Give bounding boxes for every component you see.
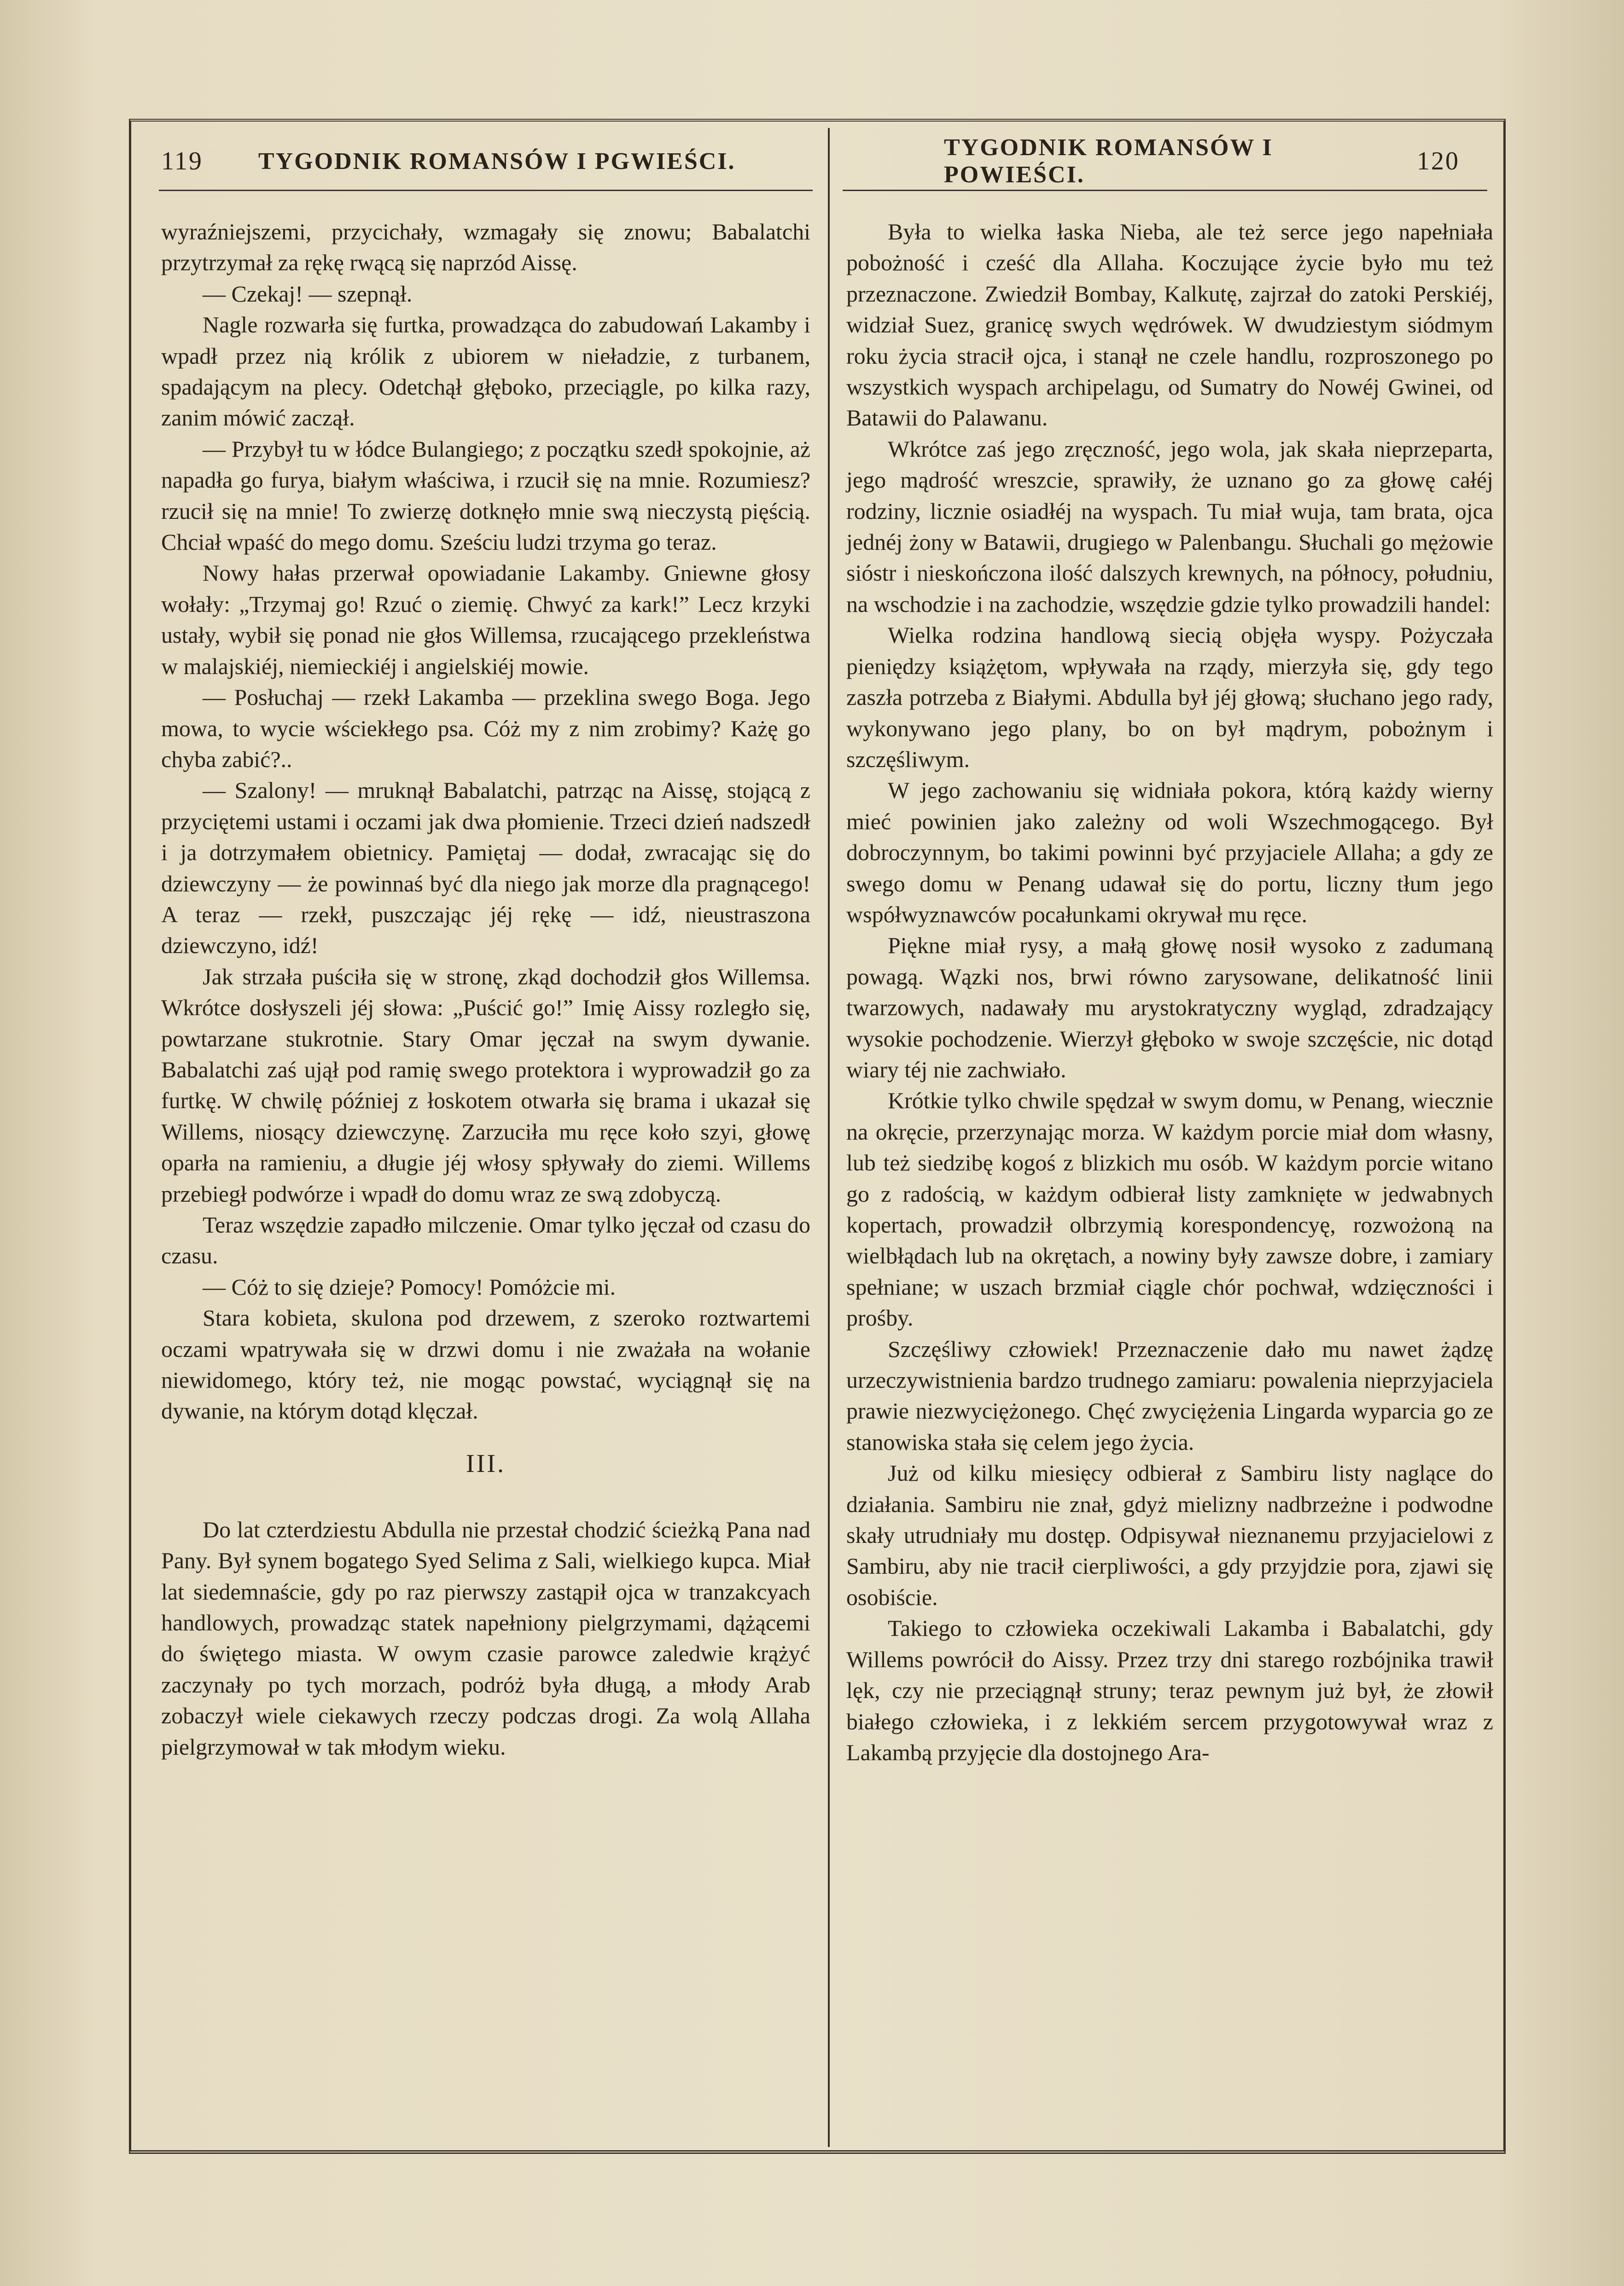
paragraph: — Szalony! — mruknął Babalatchi, patrząc na Aissę, stojącą z przyciętemi ustami i oczami jak dwa płomienie. Trzeci dzień nadszedł i ja dotrzymałem obietnicy. Pamiętaj — dodał, zwracając się do dziewczyny — że powinnaś być dla niego jak morze dla pragnącego! A teraz — rzekł, puszczając jéj rękę — idź, nieustraszona dziewczyno, idź! <box>161 777 810 959</box>
paragraph: wyraźniejszemi, przycichały, wzmagały się znowu; Babalatchi przytrzymał za rękę rwącą się naprzód Aissę. <box>161 219 810 276</box>
paragraph: — Cóż to się dzieje? Pomocy! Pomóżcie mi. <box>203 1274 616 1300</box>
paragraph: — Czekaj! — szepnął. <box>203 280 413 307</box>
paragraph: Do lat czterdziestu Abdulla nie przestał chodzić ścieżką Pana nad Pany. Był synem bogatego Syed Selima z Sali, wielkiego kupca. Miał lat siedemnaście, gdy po raz pierwszy zastąpił ojca w tranzakcyach handlowych, prowadząc statek napełniony pielgrzymami, dążącemi do świętego miasta. W owym czasie parowce zaledwie krążyć zaczynały po tych morzach, podróż była długą, a młody Arab zobaczył wiele ciekawych rzeczy podczas drogi. Za wolą Allaha pielgrzymował w tak młodym wieku. <box>161 1516 810 1760</box>
running-head-right <box>852 134 1487 188</box>
paragraph: Takiego to człowieka oczekiwali Lakamba i Babalatchi, gdy Willems powrócił do Aissy. Przez trzy dni starego rozbójnika trawił lęk, czy nie przeciągnął struny; teraz pewnym już był, że złowił białego człowieka, i z lekkiém sercem przygotowywał wraz z Lakambą przyjęcie dla dostojnego Ara- <box>846 1615 1493 1765</box>
column-divider <box>828 128 830 2147</box>
paragraph: Nagle rozwarła się furtka, prowadząca do zabudowań Lakamby i wpadł przez nią królik z ubiorem w nieładzie, z turbanem, spadającym na plecy. Odetchął głęboko, przeciągle, po kilka razy, zanim mówić zaczął. <box>161 312 810 431</box>
running-head-title-left: TYGODNIK ROMANSÓW I PGWIEŚCI. <box>258 148 736 175</box>
paragraph: Była to wielka łaska Nieba, ale też serce jego napełniała pobożność i cześć dla Allaha. Koczujące życie było mu też przeznaczone. Zwiedził Bombay, Kalkutę, zajrzał do zatoki Perskiéj, widział Suez, granicę swych wędrówek. W dwudziestym siódmym roku życia stracił ojca, i stanął ne czele handlu, rozproszonego po wszystkich wyspach archipelagu, od Sumatry do Nowéj Gwinei, od Batawii do Palawanu. <box>846 219 1493 431</box>
paragraph: Piękne miał rysy, a małą głowę nosił wysoko z zadumaną powagą. Wązki nos, brwi równo zarysowane, delikatność linii twarzowych, nadawały mu arystokratyczny wygląd, zdradzający wysokie pochodzenie. Wierzył głęboko w swoje szczęście, nic dotąd wiary téj nie zachwiało. <box>846 932 1493 1082</box>
paragraph: Wielka rodzina handlową siecią objęła wyspy. Pożyczała pieniędzy książętom, wpływała na rządy, mierzyła się, gdy tego zaszła potrzeba z Białymi. Abdulla był jéj głową; słuchano jego rady, wykonywano jego plany, bo on był mądrym, pobożnym i szczęśliwym. <box>846 622 1493 772</box>
page-number-right: 120 <box>1417 147 1460 175</box>
header-rule-right <box>843 190 1487 191</box>
paragraph: — Przybył tu w łódce Bulangiego; z początku szedł spokojnie, aż napadła go furya, białym właściwa, i rzucił się na mnie. Rozumiesz? rzucił się na mnie! To zwierzę dotknęło mnie swą nieczystą pięścią. Chciał wpaść do mego domu. Sześciu ludzi trzyma go teraz. <box>161 436 810 555</box>
page-number-left: 119 <box>161 147 203 175</box>
chapter-heading: III. <box>466 1449 506 1478</box>
text-column-right <box>846 216 1493 1768</box>
paragraph: Nowy hałas przerwał opowiadanie Lakamby. Gniewne głosy wołały: „Trzymaj go! Rzuć o ziemię. Chwyć za kark!” Lecz krzyki ustały, wybił się ponad nie głos Willemsa, rzucającego przekleństwa w malajskiéj, niemieckiéj i angielskiéj mowie. <box>161 560 810 679</box>
paragraph: Teraz wszędzie zapadło milczenie. Omar tylko jęczał od czasu do czasu. <box>161 1212 810 1269</box>
text-column-left <box>161 216 810 1762</box>
paragraph: Już od kilku miesięcy odbierał z Sambiru listy naglące do działania. Sambiru nie znał, gdyż mielizny nadbrzeżne i podwodne skały utrudniały mu dostęp. Odpisywał nieznanemu przyjacielowi z Sambiru, aby nie tracił cierpliwości, a gdy przyjdzie pora, zjawi się osobiście. <box>846 1460 1493 1610</box>
header-rule-left <box>159 190 813 191</box>
paragraph: Krótkie tylko chwile spędzał w swym domu, w Penang, wiecznie na okręcie, przerzynając morza. W każdym porcie miał dom własny, lub też siedzibę kogoś z blizkich mu osób. W każdym porcie witano go z radością, w każdym odbierał listy zamknięte w jedwabnych kopertach, prowadził olbrzymią korespondencyę, rozwożoną na wielbłądach lub na okrętach, a nowiny były zawsze dobre, i zamiary spełniane; w uszach brzmiał ciągle chór pochwał, wdzięczności i prośby. <box>846 1088 1493 1331</box>
running-head-left <box>161 138 810 184</box>
paragraph: Wkrótce zaś jego zręczność, jego wola, jak skała nieprzeparta, jego mądrość wreszcie, sprawiły, że uznano go za głowę całéj rodziny, licznie osiadłéj na wyspach. Tu miał wuja, tam brata, ojca jednéj żony w Batawii, drugiego w Palenbangu. Słuchali go mężowie sióstr i nieskończona ilość dalszych krewnych, na północy, południu, na wschodzie i na zachodzie, wszędzie gdzie tylko prowadzili handel: <box>846 436 1493 617</box>
running-head-title-right: TYGODNIK ROMANSÓW I POWIEŚCI. <box>944 134 1273 188</box>
paragraph: Jak strzała puściła się w stronę, zkąd dochodził głos Willemsa. Wkrótce dosłyszeli jéj słowa: „Puścić go!” Imię Aissy rozległo się, powtarzane stukrotnie. Stary Omar jęczał na swym dywanie. Babalatchi zaś ujął pod ramię swego protektora i wyprowadził go za furtkę. W chwilę później z łoskotem otwarła się brama i ukazał się Willems, niosący dziewczynę. Zarzuciła mu ręce koło szyi, głowę oparła na ramieniu, a długie jéj włosy spływały do ziemi. Willems przebiegł podwórze i wpadł do domu wraz ze swą zdobyczą. <box>161 963 810 1207</box>
paragraph: Szczęśliwy człowiek! Przeznaczenie dało mu nawet żądzę urzeczywistnienia bardzo trudnego zamiaru: powalenia nieprzyjaciela prawie niezwyciężonego. Chęć zwyciężenia Lingarda wyparcia go ze stanowiska stała się celem jego życia. <box>846 1336 1493 1455</box>
paragraph: — Posłuchaj — rzekł Lakamba — przeklina swego Boga. Jego mowa, to wycie wściekłego psa. Cóż my z nim zrobimy? Każę go chyba zabić?.. <box>161 684 810 772</box>
paragraph: Stara kobieta, skulona pod drzewem, z szeroko roztwartemi oczami wpatrywała się w drzwi domu i nie zważała na wołanie niewidomego, który też, nie mogąc powstać, wyciągnął się na dywanie, na którym dotąd klęczał. <box>161 1305 810 1424</box>
paragraph: W jego zachowaniu się widniała pokora, którą każdy wierny mieć powinien jako zależny od woli Wszechmogącego. Był dobroczynnym, bo takimi powinni być przyjaciele Allaha; a gdy ze swego domu w Penang udawał się do portu, liczny tłum jego współwyznawców pocałunkami okrywał mu ręce. <box>846 777 1493 927</box>
